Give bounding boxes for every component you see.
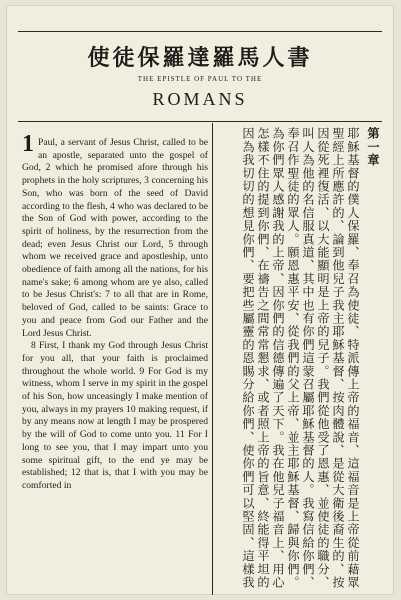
english-paragraph-2: 8 First, I thank my God through Jesus Christ for you all, that your faith is proclaimed throughout the whole world. 9 For God is my witness, whom I serve in my spirit in the gospel of his Son, how unceasingly I make mention of you, always in my prayers 10 making request, if by any means now at length I may be prospered by the will of God to come unto you. 11 For I long to see you, that I may impart unto you some spiritual gift, to the end ye may be established; 12 that is, that I with you may be comforted in — [22, 340, 208, 491]
chinese-text-columns — [241, 127, 380, 592]
chinese-book-title: 使徒保羅達羅馬人書 — [87, 45, 313, 71]
chinese-chapter-heading: 第一章 — [366, 127, 380, 167]
chapter-number: 1 — [22, 131, 34, 157]
chinese-column: 奉召作聖徒的眾人。願恩惠平安、從我們的父上帝、並主耶穌基督、歸與你們。 — [286, 127, 300, 589]
chinese-column: 因為我切切的想見你們、要把些屬靈的恩賜分給你們、使你們可以堅固、這樣我 — [241, 127, 255, 589]
chinese-column: 怎樣不住的提到你們、在禱告之間常常懇求、或者照上帝的旨意、終能得平坦的 — [256, 127, 270, 589]
top-rule — [18, 31, 382, 32]
english-paragraph-1: Paul, a servant of Jesus Christ, called to be an apostle, separated unto the gospel of God, 2 which he promised afore through his prophets in the holy scriptures, 3 concerning his Son, who was born of the seed of David according to the flesh, 4 who was declared to be the Son of God with power, according to the spirit of holiness, by the resurrection from the dead; even Jesus Christ our Lord, 5 through whom we received grace and apostleship, unto obedience of faith among all the nations, for his name's sake; 6 among whom are ye also, called to be Jesus Christ's: 7 to all that are in Rome, beloved of God, called to be saints: Grace to you and peace from God our Father and the Lord Jesus Christ. — [22, 137, 208, 339]
chinese-column: 為你們眾人感謝我的上帝、因你們的信德傳遍了天下。我在他兒子福音上、用心 — [271, 127, 285, 589]
english-text-column — [22, 123, 208, 593]
bible-page — [6, 5, 394, 595]
header-bottom-rule — [18, 121, 382, 122]
english-subtitle: THE EPISTLE OF PAUL TO THE — [137, 75, 263, 83]
chinese-column: 聖經上所應許的、論到他兒子我主耶穌基督、按肉體說、是從大衛後裔生的、按 — [331, 127, 345, 589]
english-book-title: ROMANS — [152, 89, 248, 109]
column-divider — [212, 123, 213, 595]
chinese-column: 叫人為他的名信服真道、其中也有你們這蒙召屬耶穌基督的人。我寫信給你們、 — [301, 127, 315, 589]
chinese-column: 因從死裡復活、以大能顯明是上帝的兒子。我們從他受了恩惠、並使徒的職分、 — [316, 127, 330, 589]
chinese-column: 耶穌基督的僕人保羅、奉召為使徒、特派傳上帝的福音、這福音是上帝從前藉眾 — [346, 127, 360, 589]
